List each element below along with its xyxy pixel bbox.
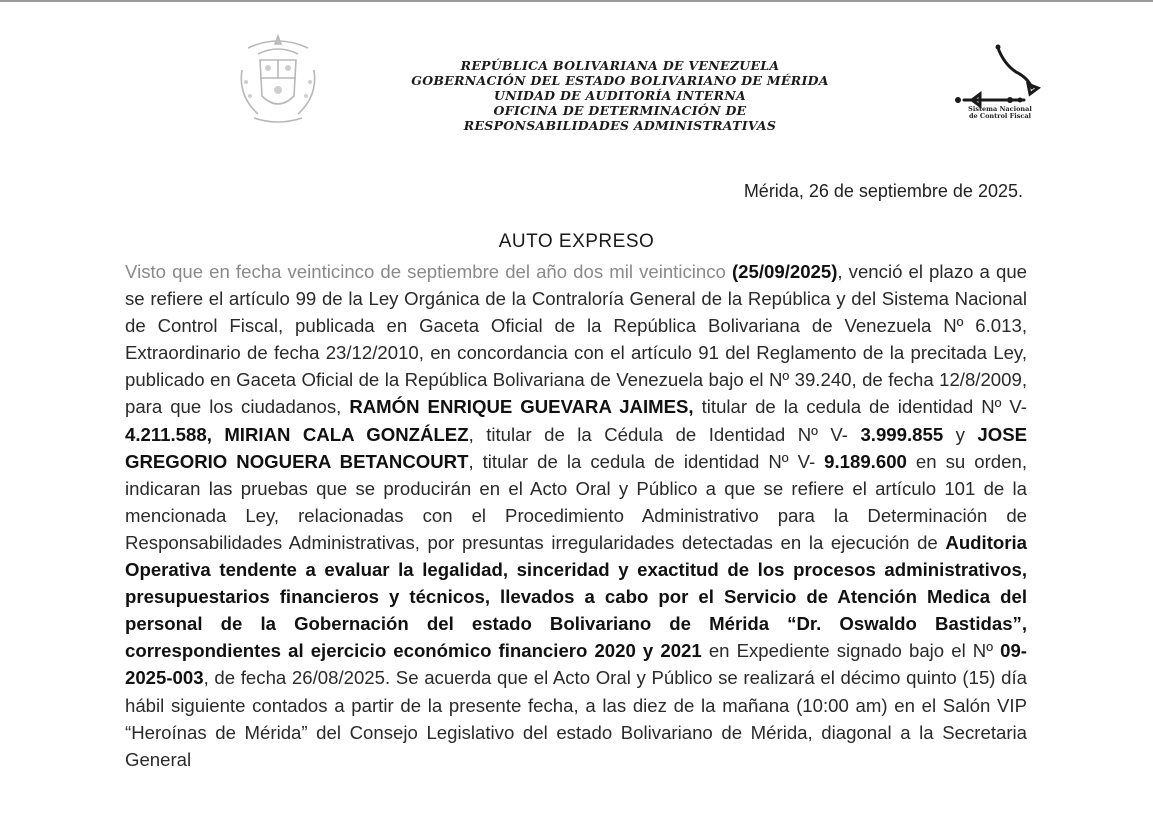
letterhead-line-2: GOBERNACIÓN DEL ESTADO BOLIVARIANO DE MÉRIDA <box>411 73 829 88</box>
logo-caption <box>954 106 1046 120</box>
document-title: AUTO EXPRESO <box>498 231 655 252</box>
letterhead-line-4: OFICINA DE DETERMINACIÓN DE <box>493 103 747 118</box>
logo-caption-line-1: Sistema Nacional <box>968 105 1032 113</box>
letterhead <box>380 58 860 133</box>
letterhead-line-1: REPÚBLICA BOLIVARIANA DE VENEZUELA <box>460 58 780 73</box>
coat-of-arms-seal-icon <box>228 30 328 130</box>
logo-caption-line-2: de Control Fiscal <box>968 112 1032 120</box>
body-segment: en su orden, indicaran las pruebas que se producirán en el Acto Oral y Público a que se refiere el artículo 101 de la mencionada Ley, relacionadas con el Procedimiento Administrativo para la Determinación de Responsabilidades Administrativas, por presuntas irregularidades detectadas en la ejecución de <box>125 450 1027 553</box>
body-segment: y <box>943 423 978 445</box>
top-border <box>0 0 1153 2</box>
document-date: Mérida, 26 de septiembre de 2025. <box>743 181 1023 201</box>
body-segment: en Expediente signado bajo el Nº <box>701 640 1001 662</box>
body-bold-name-3: JOSE GREGORIO NOGUERA BETANCOURT <box>125 423 1027 472</box>
body-bold-date: (25/09/2025) <box>731 261 838 282</box>
body-bold-id-1: 4.211.588, MIRIAN CALA GONZÁLEZ <box>125 423 469 445</box>
body-bold-expediente: 09-2025-003 <box>125 640 1027 689</box>
body-segment: , de fecha 26/08/2025. Se acuerda que el Acto Oral y Público se realizará el décimo quinto (15) día hábil siguiente contados a partir de la presente fecha, a las diez de la mañana (10:00 am) en el Salón VIP “Heroínas de Mérida” del Consejo Legislativo del estado Bolivariano de Mérida, diagonal a la Secretaria General <box>125 667 1027 770</box>
body-paragraph <box>125 258 1027 773</box>
body-bold-id-3: 9.189.600 <box>824 450 907 472</box>
body-bold-id-2: 3.999.855 <box>860 423 944 445</box>
letterhead-line-3: UNIDAD DE AUDITORÍA INTERNA <box>493 88 747 103</box>
body-segment: , titular de la cedula de identidad Nº V- <box>468 450 825 472</box>
document-body <box>125 258 1027 773</box>
body-bold-name-1: RAMÓN ENRIQUE GUEVARA JAIMES, <box>349 396 694 418</box>
body-bold-audit: Auditoria Operativa tendente a evaluar la legalidad, sinceridad y exactitud de los procesos administrativos, presupuestarios financieros y técnicos, llevados a cabo por el Servicio de Atención Medica del personal de la Gobernación del estado Bolivariano de Mérida “Dr. Oswaldo Bastidas”, correspondientes al ejercicio económico financiero 2020 y 2021 <box>125 531 1027 662</box>
body-segment: , venció el plazo a que se refiere el artículo 99 de la Ley Orgánica de la Contraloría General de la República y del Sistema Nacional de Control Fiscal, publicada en Gaceta Oficial de la República Bolivariana de Venezuela Nº 6.013, Extraordinario de fecha 23/12/2010, en concordancia con el artículo 91 del Reglamento de la precitada Ley, publicado en Gaceta Oficial de la República Bolivariana de Venezuela bajo el Nº 39.240, de fecha 12/8/2009, para que los ciudadanos, <box>125 261 1028 418</box>
body-segment: titular de la cedula de identidad Nº V- <box>693 396 1028 418</box>
body-segment: , titular de la Cédula de Identidad Nº V- <box>468 423 861 445</box>
letterhead-line-5: RESPONSABILIDADES ADMINISTRATIVAS <box>463 118 777 133</box>
body-segment: Visto que en fecha veinticinco de septiembre del año dos mil veinticinco <box>125 261 726 282</box>
